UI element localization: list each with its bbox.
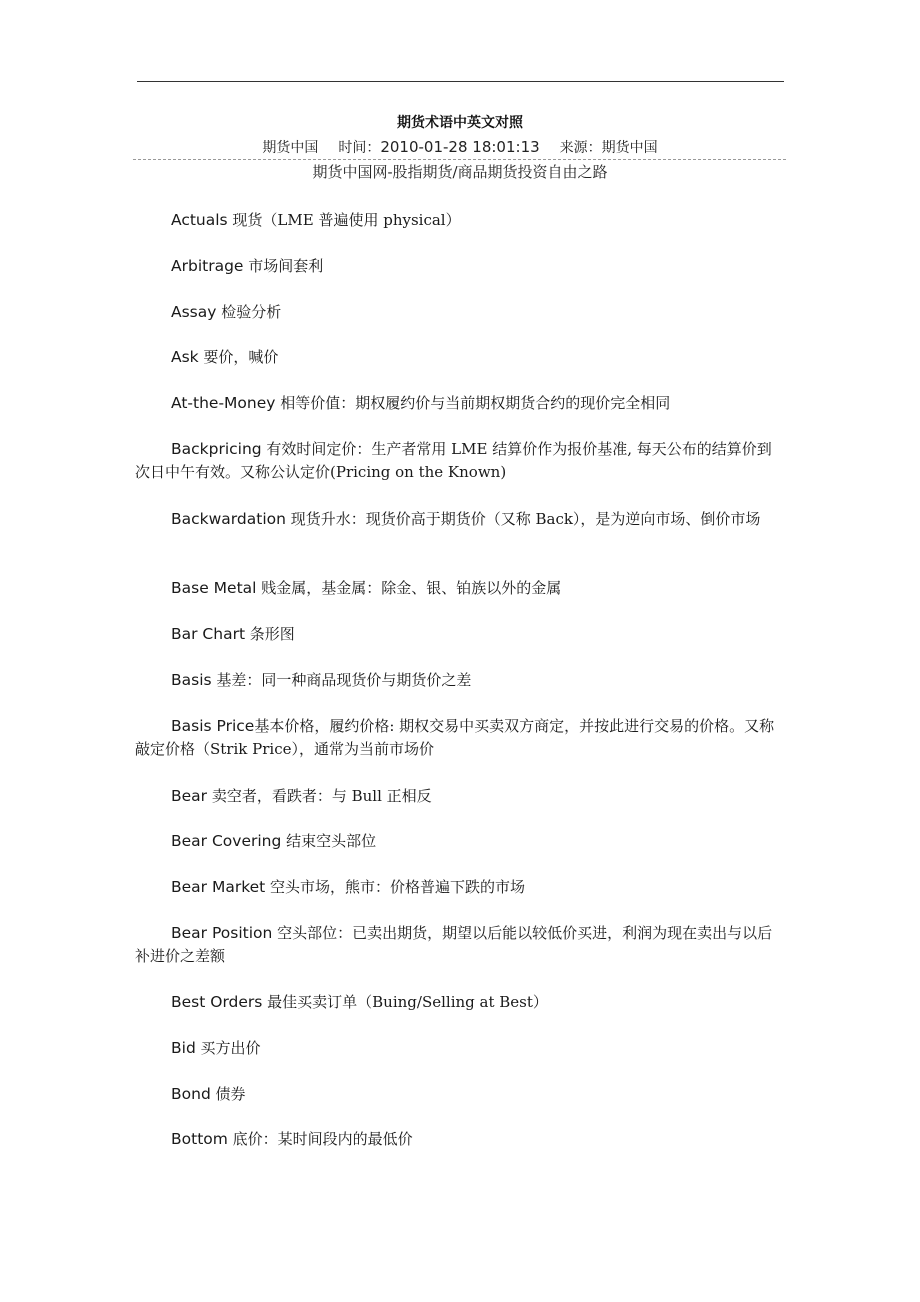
meta-source-value: 期货中国 bbox=[601, 140, 658, 156]
dashed-divider bbox=[133, 159, 786, 160]
meta-source-label: 来源： bbox=[559, 140, 602, 156]
glossary-definition: 债券 bbox=[210, 1085, 246, 1103]
glossary-term: Bear Covering bbox=[171, 832, 282, 850]
glossary-term: Basis bbox=[171, 671, 212, 689]
glossary-term: Ask bbox=[171, 348, 199, 366]
glossary-entry bbox=[135, 876, 785, 899]
glossary-entry bbox=[135, 715, 785, 761]
glossary-definition: 空头市场，熊市：价格普遍下跌的市场 bbox=[265, 878, 526, 896]
glossary-term: Bear Position bbox=[171, 924, 273, 942]
glossary-entry bbox=[135, 785, 785, 808]
document-title: 期货术语中英文对照 bbox=[397, 115, 523, 131]
glossary-entry bbox=[135, 438, 785, 484]
glossary-definition: 相等价值：期权履约价与当前期权期货合约的现价完全相同 bbox=[275, 394, 671, 412]
glossary-entry bbox=[135, 1128, 785, 1151]
glossary-entry bbox=[135, 1083, 785, 1106]
glossary-term: Basis Price bbox=[171, 717, 255, 735]
glossary-entry bbox=[135, 346, 785, 369]
glossary-definition: 买方出价 bbox=[195, 1039, 261, 1057]
glossary-definition: 卖空者，看跌者：与 Bull 正相反 bbox=[207, 787, 432, 805]
document-meta bbox=[0, 137, 920, 158]
glossary-term: Backwardation bbox=[171, 510, 286, 528]
glossary-definition: 最佳买卖订单（Buing/Selling at Best） bbox=[262, 993, 548, 1011]
glossary-entry bbox=[135, 508, 785, 531]
glossary-definition: 现货升水：现货价高于期货价（又称 Back），是为逆向市场、倒价市场 bbox=[285, 510, 761, 528]
glossary-term: Bear bbox=[171, 787, 208, 805]
glossary-definition: 底价：某时间段内的最低价 bbox=[227, 1130, 413, 1148]
glossary-term: Backpricing bbox=[171, 440, 262, 458]
glossary-term: Assay bbox=[171, 303, 217, 321]
glossary-definition: 基本价格，履约价格: 期权交易中买卖双方商定，并按此进行交易的价格。又称敲定价格（Strik Price），通常为当前市场价 bbox=[135, 717, 775, 758]
glossary-entry bbox=[135, 623, 785, 646]
glossary-entry bbox=[135, 922, 785, 968]
glossary-definition: 贱金属，基金属：除金、银、铂族以外的金属 bbox=[256, 579, 562, 597]
glossary-entry bbox=[135, 209, 785, 232]
glossary-definition: 基差：同一种商品现货价与期货价之差 bbox=[211, 671, 472, 689]
glossary-definition: 要价，喊价 bbox=[198, 348, 279, 366]
glossary-term: Bear Market bbox=[171, 878, 266, 896]
glossary-definition: 空头部位：已卖出期货，期望以后能以较低价买进，利润为现在卖出与以后补进价之差额 bbox=[135, 924, 773, 965]
glossary-term: Actuals bbox=[171, 211, 228, 229]
meta-time-value: 2010-01-28 18:01:13 bbox=[380, 138, 540, 156]
glossary-term: Arbitrage bbox=[171, 257, 244, 275]
meta-time-label: 时间： bbox=[338, 140, 381, 156]
glossary-entry bbox=[135, 301, 785, 324]
glossary-definition: 条形图 bbox=[245, 625, 295, 643]
glossary-entry bbox=[135, 669, 785, 692]
glossary-term: Bar Chart bbox=[171, 625, 246, 643]
meta-source-site: 期货中国 bbox=[262, 140, 319, 156]
glossary-definition: 结束空头部位 bbox=[281, 832, 377, 850]
glossary-term: At-the-Money bbox=[171, 394, 276, 412]
glossary-term: Best Orders bbox=[171, 993, 263, 1011]
document-subtitle: 期货中国网-股指期货/商品期货投资自由之路 bbox=[312, 163, 608, 181]
top-divider bbox=[137, 81, 784, 82]
glossary-entry bbox=[135, 255, 785, 278]
glossary-term: Base Metal bbox=[171, 579, 257, 597]
glossary-entry bbox=[135, 392, 785, 415]
glossary-term: Bond bbox=[171, 1085, 211, 1103]
glossary-term: Bid bbox=[171, 1039, 196, 1057]
glossary-definition: 有效时间定价：生产者常用 LME 结算价作为报价基准, 每天公布的结算价到次日中午有效。又称公认定价(Pricing on the Known) bbox=[135, 440, 772, 481]
glossary-term: Bottom bbox=[171, 1130, 228, 1148]
glossary-definition: 现货（LME 普遍使用 physical） bbox=[227, 211, 461, 229]
glossary-definition: 检验分析 bbox=[216, 303, 282, 321]
glossary-entry bbox=[135, 991, 785, 1014]
glossary-entry bbox=[135, 1037, 785, 1060]
glossary-entry bbox=[135, 577, 785, 600]
glossary-entry bbox=[135, 830, 785, 853]
glossary-definition: 市场间套利 bbox=[243, 257, 324, 275]
